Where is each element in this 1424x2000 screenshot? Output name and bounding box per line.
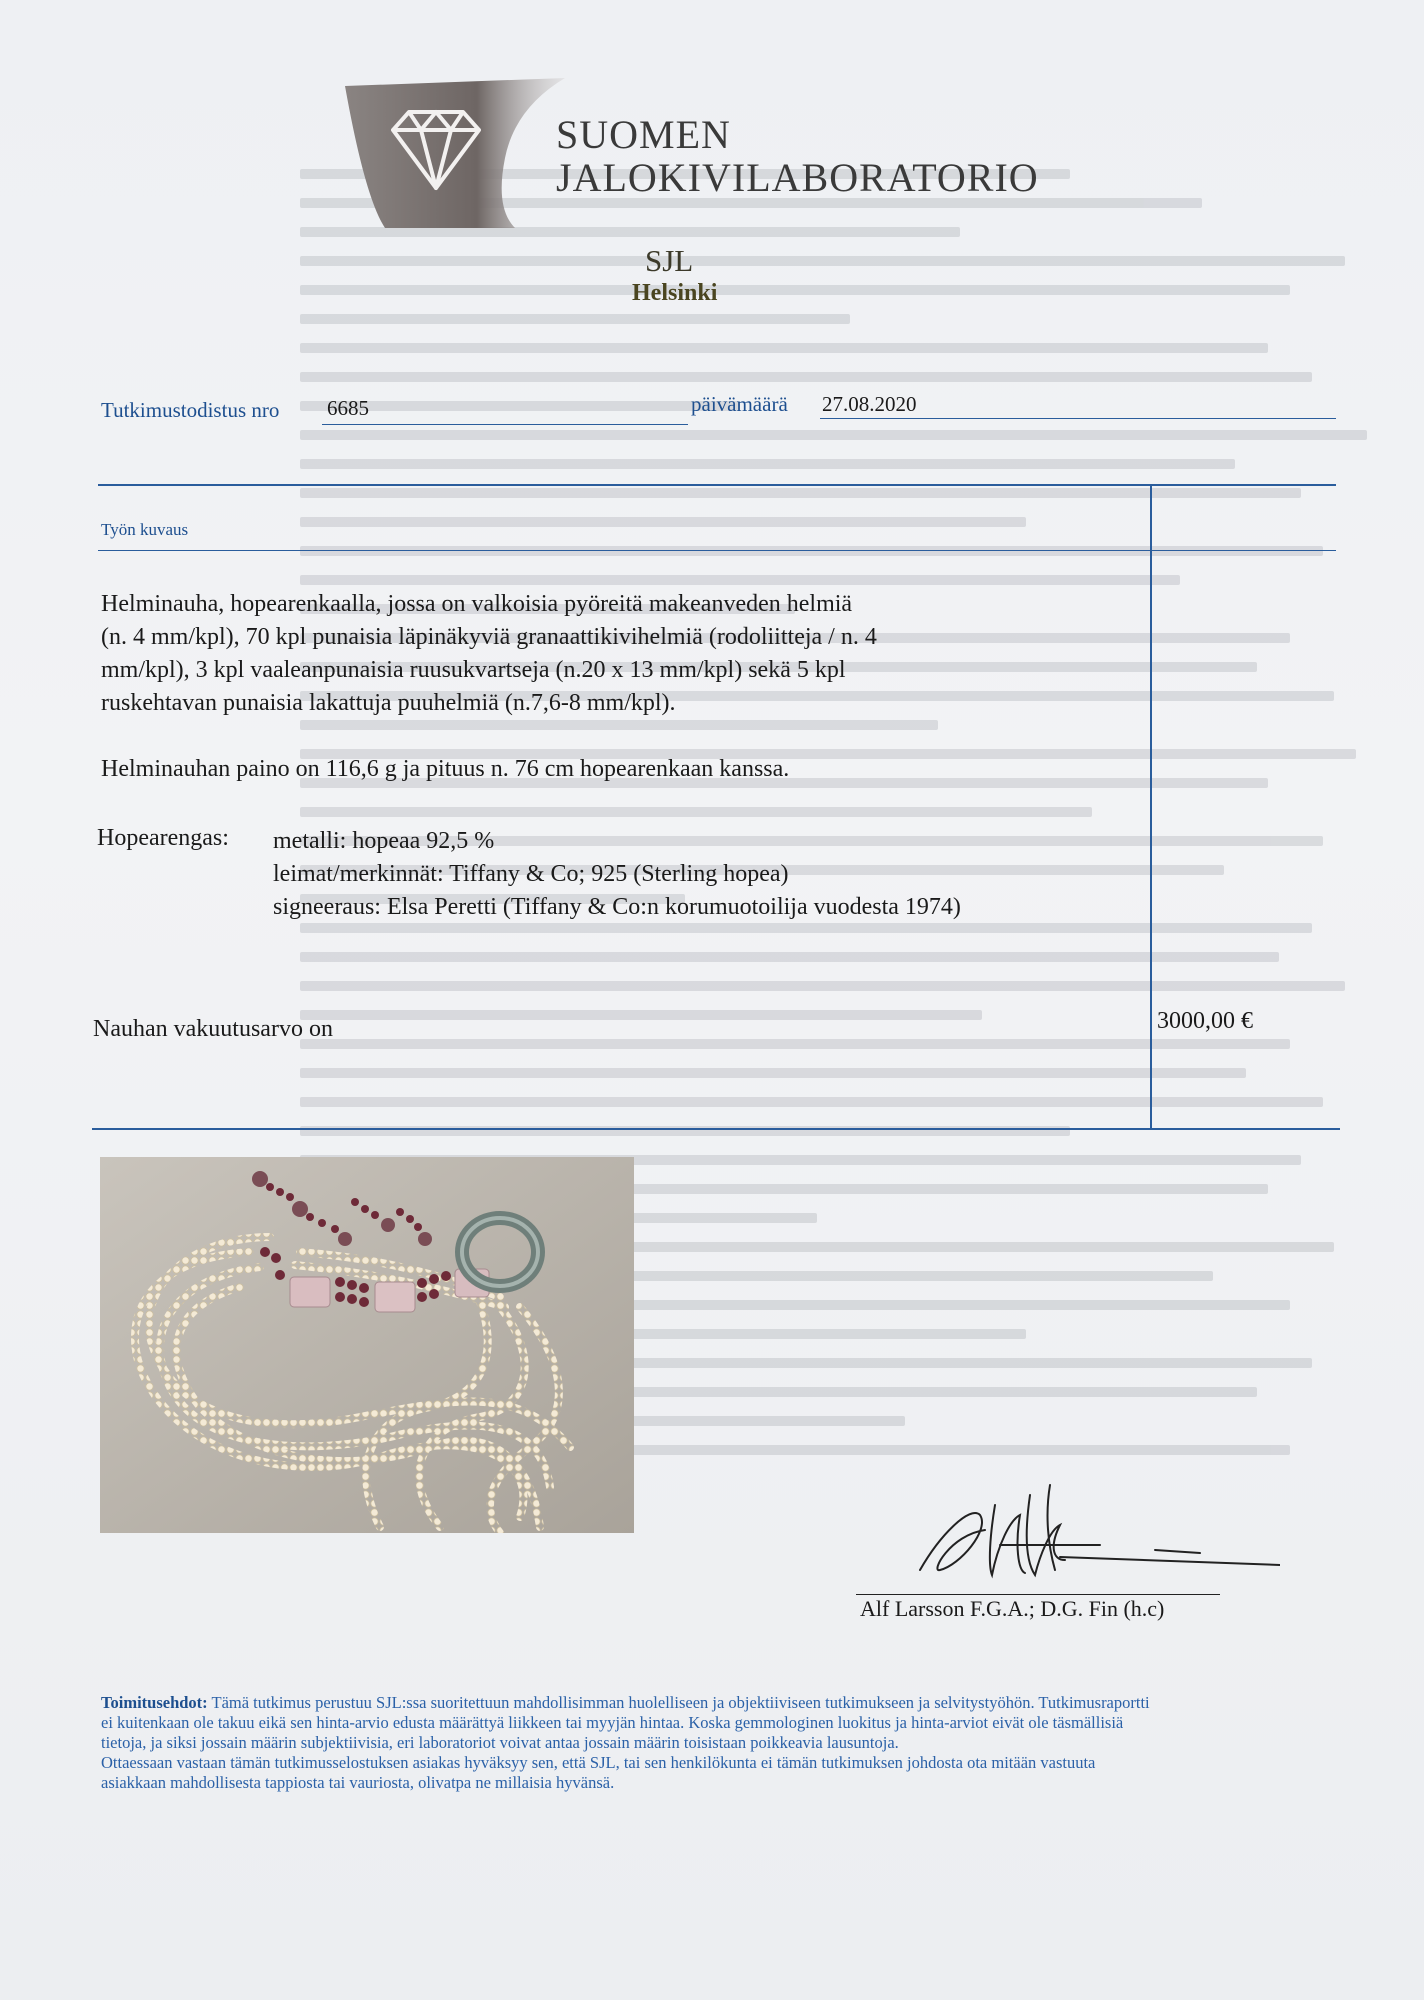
terms-line: asiakkaan mahdollisesta tappiosta tai vauriosta, olivatpa ne millaisia hyvänsä.	[101, 1773, 615, 1792]
description-line: mm/kpl), 3 kpl vaaleanpunaisia ruusukvartseja (n.20 x 13 mm/kpl) sekä 5 kpl	[101, 657, 846, 683]
date-value: 27.08.2020	[822, 392, 917, 416]
terms-heading: Toimitusehdot:	[101, 1693, 208, 1712]
date-label: päivämäärä	[691, 392, 788, 416]
weight-text: Helminauhan paino on 116,6 g ja pituus n. 76 cm hopearenkaan kanssa.	[101, 756, 790, 782]
date-underline	[820, 418, 1336, 419]
description-line: ruskehtavan punaisia lakattuja puuhelmiä (n.7,6-8 mm/kpl).	[101, 690, 676, 716]
description-line: (n. 4 mm/kpl), 70 kpl punaisia läpinäkyviä granaattikivihelmiä (rodoliitteja / n. 4	[101, 624, 877, 650]
lab-short-name: SJL	[645, 243, 694, 278]
terms-line: tietoja, ja siksi jossain määrin subjektiivisia, eri laboratoriot voivat antaa jossain määrin toisistaan poikkeavia lausuntoja.	[101, 1733, 899, 1752]
work-description-label: Työn kuvaus	[101, 520, 189, 539]
certificate-number-label: Tutkimustodistus nro	[101, 398, 280, 422]
ring-metal: metalli: hopeaa 92,5 %	[273, 828, 495, 854]
ring-details	[273, 825, 961, 924]
logo-line-2: JALOKIVILABORATORIO	[556, 155, 1039, 200]
terms-line: ei kuitenkaan ole takuu eikä sen hinta-arvio edusta määrättyä liikkeen tai myyjän hintaa. Koska gemmologinen luokitus ja hinta-arviot eivät ole täsmällisiä	[101, 1713, 1124, 1732]
lab-logo-text	[556, 113, 1039, 199]
necklace-photo	[100, 1157, 634, 1533]
ring-signature: signeeraus: Elsa Peretti (Tiffany & Co:n korumuotoilija vuodesta 1974)	[273, 894, 961, 920]
diamond-logo-icon	[345, 78, 567, 228]
table-bottom-rule	[92, 1128, 1340, 1130]
number-underline	[322, 424, 688, 425]
valuation-amount: 3000,00 €	[1157, 1008, 1253, 1034]
description-line: Helminauha, hopearenkaalla, jossa on valkoisia pyöreitä makeanveden helmiä	[101, 591, 853, 617]
ring-marks: leimat/merkinnät: Tiffany & Co; 925 (Sterling hopea)	[273, 861, 789, 887]
ring-label: Hopearengas:	[97, 825, 229, 851]
terms-line: Ottaessaan vastaan tämän tutkimusselostuksen asiakas hyväksyy sen, että SJL, tai sen henkilökunta ei tämän tutkimuksen johdosta ota mitään vastuuta	[101, 1753, 1096, 1772]
item-description	[101, 588, 1101, 720]
table-column-divider	[1150, 486, 1152, 1130]
valuation-label: Nauhan vakuutusarvo on	[93, 1016, 333, 1042]
logo-line-1: SUOMEN	[556, 112, 731, 157]
handwritten-signature	[900, 1475, 1280, 1595]
lab-city: Helsinki	[632, 280, 718, 306]
certificate-number-value: 6685	[327, 396, 369, 420]
delivery-terms	[101, 1693, 1341, 1793]
signer-name: Alf Larsson F.G.A.; D.G. Fin (h.c)	[860, 1596, 1165, 1621]
signature-line	[856, 1594, 1220, 1595]
terms-line: Tämä tutkimus perustuu SJL:ssa suoritettuun mahdollisimman huolelliseen ja objektiiviseen tutkimukseen ja selvitystyöhön. Tutkimusraportti	[207, 1693, 1150, 1712]
